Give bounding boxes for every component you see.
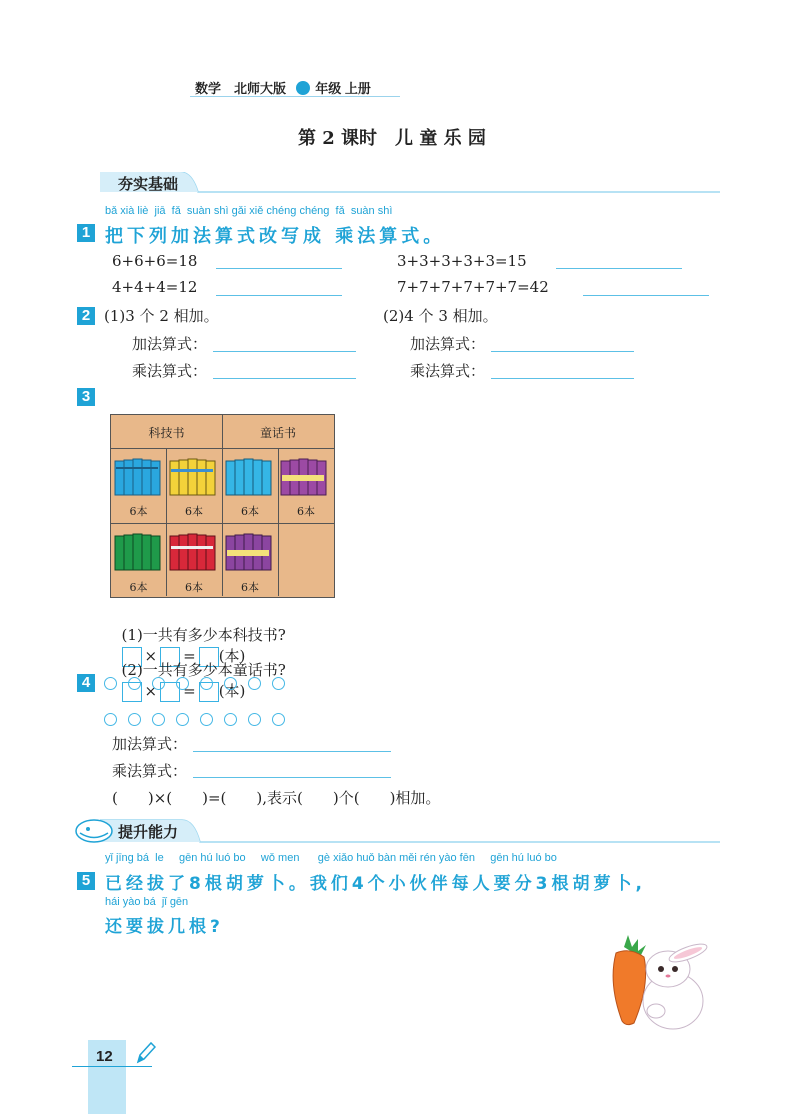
rabbit-carrot-illustration — [598, 935, 720, 1033]
circle — [152, 677, 165, 690]
section-title-advanced: 提升能力 — [118, 824, 179, 841]
circle — [152, 713, 165, 726]
q1-item-2: 3+3+3+3+3=15 — [397, 252, 527, 270]
q3-times-2: × — [144, 682, 158, 700]
circle — [272, 677, 285, 690]
section-bar-basics — [100, 172, 720, 194]
books-yellow — [169, 457, 221, 497]
q3-unit-1: (本) — [218, 647, 246, 665]
books-red — [169, 532, 221, 572]
q1-item-3: 4+4+4=12 — [112, 278, 198, 296]
q1-answer-line-1[interactable] — [216, 268, 342, 269]
bookshelf-table — [110, 414, 335, 598]
lesson-title: 第 2 课时 儿 童 乐 园 — [298, 128, 486, 149]
q2-mul-line-2[interactable] — [491, 378, 634, 379]
q2-add-label-2: 加法算式： — [410, 335, 486, 353]
cell-label-6: 6本 — [185, 581, 203, 594]
q1-answer-line-2[interactable] — [556, 268, 682, 269]
circle — [176, 677, 189, 690]
cell-label-2: 6本 — [185, 505, 203, 518]
q4-mul-line[interactable] — [193, 777, 391, 778]
q2-add-line-2[interactable] — [491, 351, 634, 352]
q4-add-label: 加法算式： — [112, 735, 188, 753]
cell-label-5: 6本 — [129, 581, 148, 594]
q2-mul-label-2: 乘法算式： — [410, 362, 486, 380]
q1-item-1: 6+6+6=18 — [112, 252, 198, 270]
books-violet — [225, 532, 277, 572]
books-green — [114, 532, 166, 572]
q2-number: 2 — [77, 307, 95, 325]
q1-number: 1 — [77, 224, 95, 242]
books-purple — [280, 457, 332, 497]
header-subject: 数学 北师大版 — [195, 81, 287, 96]
q1-pinyin: bǎ xià liè jiā fǎ suàn shì gǎi xiě chéng chéng fǎ suàn shì — [105, 205, 393, 217]
q2-add-line-1[interactable] — [213, 351, 356, 352]
circle — [104, 713, 117, 726]
q5-text-1: 已经拔了8根胡萝卜。我们4个小伙伴每人要分3根胡萝卜, — [105, 874, 646, 894]
circle — [200, 713, 213, 726]
circle — [128, 677, 141, 690]
cell-label-3: 6本 — [241, 505, 259, 518]
q1-answer-line-3[interactable] — [216, 295, 342, 296]
q3-equals-2: = — [183, 682, 196, 700]
q4-fill-sentence: ( )×( )=( ),表示( )个( )相加。 — [112, 789, 441, 807]
q2-part-2: (2)4 个 3 相加。 — [383, 307, 498, 325]
circle — [248, 677, 261, 690]
running-header — [195, 78, 371, 97]
circle — [272, 713, 285, 726]
q3-equals-1: = — [183, 647, 196, 665]
books-blue — [114, 457, 166, 497]
q3-sub-2-text: (2)一共有多少本童话书? — [121, 661, 286, 679]
cell-divider-3 — [278, 448, 279, 596]
pencil-icon — [134, 1040, 156, 1066]
q1-item-4: 7+7+7+7+7+7=42 — [397, 278, 549, 296]
cell-divider-2 — [222, 448, 223, 596]
section-bar-shape — [100, 172, 720, 194]
q2-add-label-1: 加法算式： — [132, 335, 208, 353]
circle — [176, 713, 189, 726]
q3-sub-1-text: (1)一共有多少本科技书? — [121, 626, 286, 644]
circle — [200, 677, 213, 690]
section-bar-advanced — [72, 818, 720, 840]
q4-add-line[interactable] — [193, 751, 391, 752]
q1-answer-line-4[interactable] — [583, 295, 709, 296]
cell-label-7: 6本 — [241, 581, 259, 594]
q4-circle-row-1 — [104, 675, 296, 694]
circle — [128, 713, 141, 726]
q3-unit-2: (本) — [218, 682, 246, 700]
q2-part-1: (1)3 个 2 相加。 — [104, 307, 219, 325]
page-number: 12 — [96, 1048, 113, 1065]
cell-divider-1 — [166, 448, 167, 596]
q2-mul-label-1: 乘法算式： — [132, 362, 208, 380]
section-title-basics: 夯实基础 — [118, 176, 179, 193]
table-col-header-story: 童话书 — [259, 426, 296, 440]
table-col-header-tech: 科技书 — [148, 426, 185, 440]
header-rule — [190, 96, 400, 97]
circle — [224, 713, 237, 726]
circle — [248, 713, 261, 726]
q4-mul-label: 乘法算式： — [112, 762, 188, 780]
footer-rule — [72, 1066, 152, 1067]
q5-text-2: 还要拔几根? — [105, 917, 224, 937]
q3-number: 3 — [77, 388, 95, 406]
q4-circle-row-2 — [104, 711, 296, 730]
cell-label-4: 6本 — [297, 505, 315, 518]
q1-instruction: 把下列加法算式改写成 乘法算式。 — [105, 226, 446, 247]
grade-icon — [296, 81, 310, 95]
books-cyan — [225, 457, 277, 497]
cell-label-1: 6本 — [129, 505, 148, 518]
q5-pinyin-1: yǐ jīng bá le gēn hú luó bo wǒ men gè xiǎo huǒ bàn měi rén yào fēn gēn hú luó bo — [105, 852, 557, 864]
header-grade: 年级 上册 — [315, 81, 371, 96]
q2-mul-line-1[interactable] — [213, 378, 356, 379]
q4-number: 4 — [77, 674, 95, 692]
circle — [104, 677, 117, 690]
q5-pinyin-2: hái yào bá jǐ gēn — [105, 896, 189, 908]
q5-number: 5 — [77, 872, 95, 890]
circle — [224, 677, 237, 690]
q3-times-1: × — [144, 647, 158, 665]
